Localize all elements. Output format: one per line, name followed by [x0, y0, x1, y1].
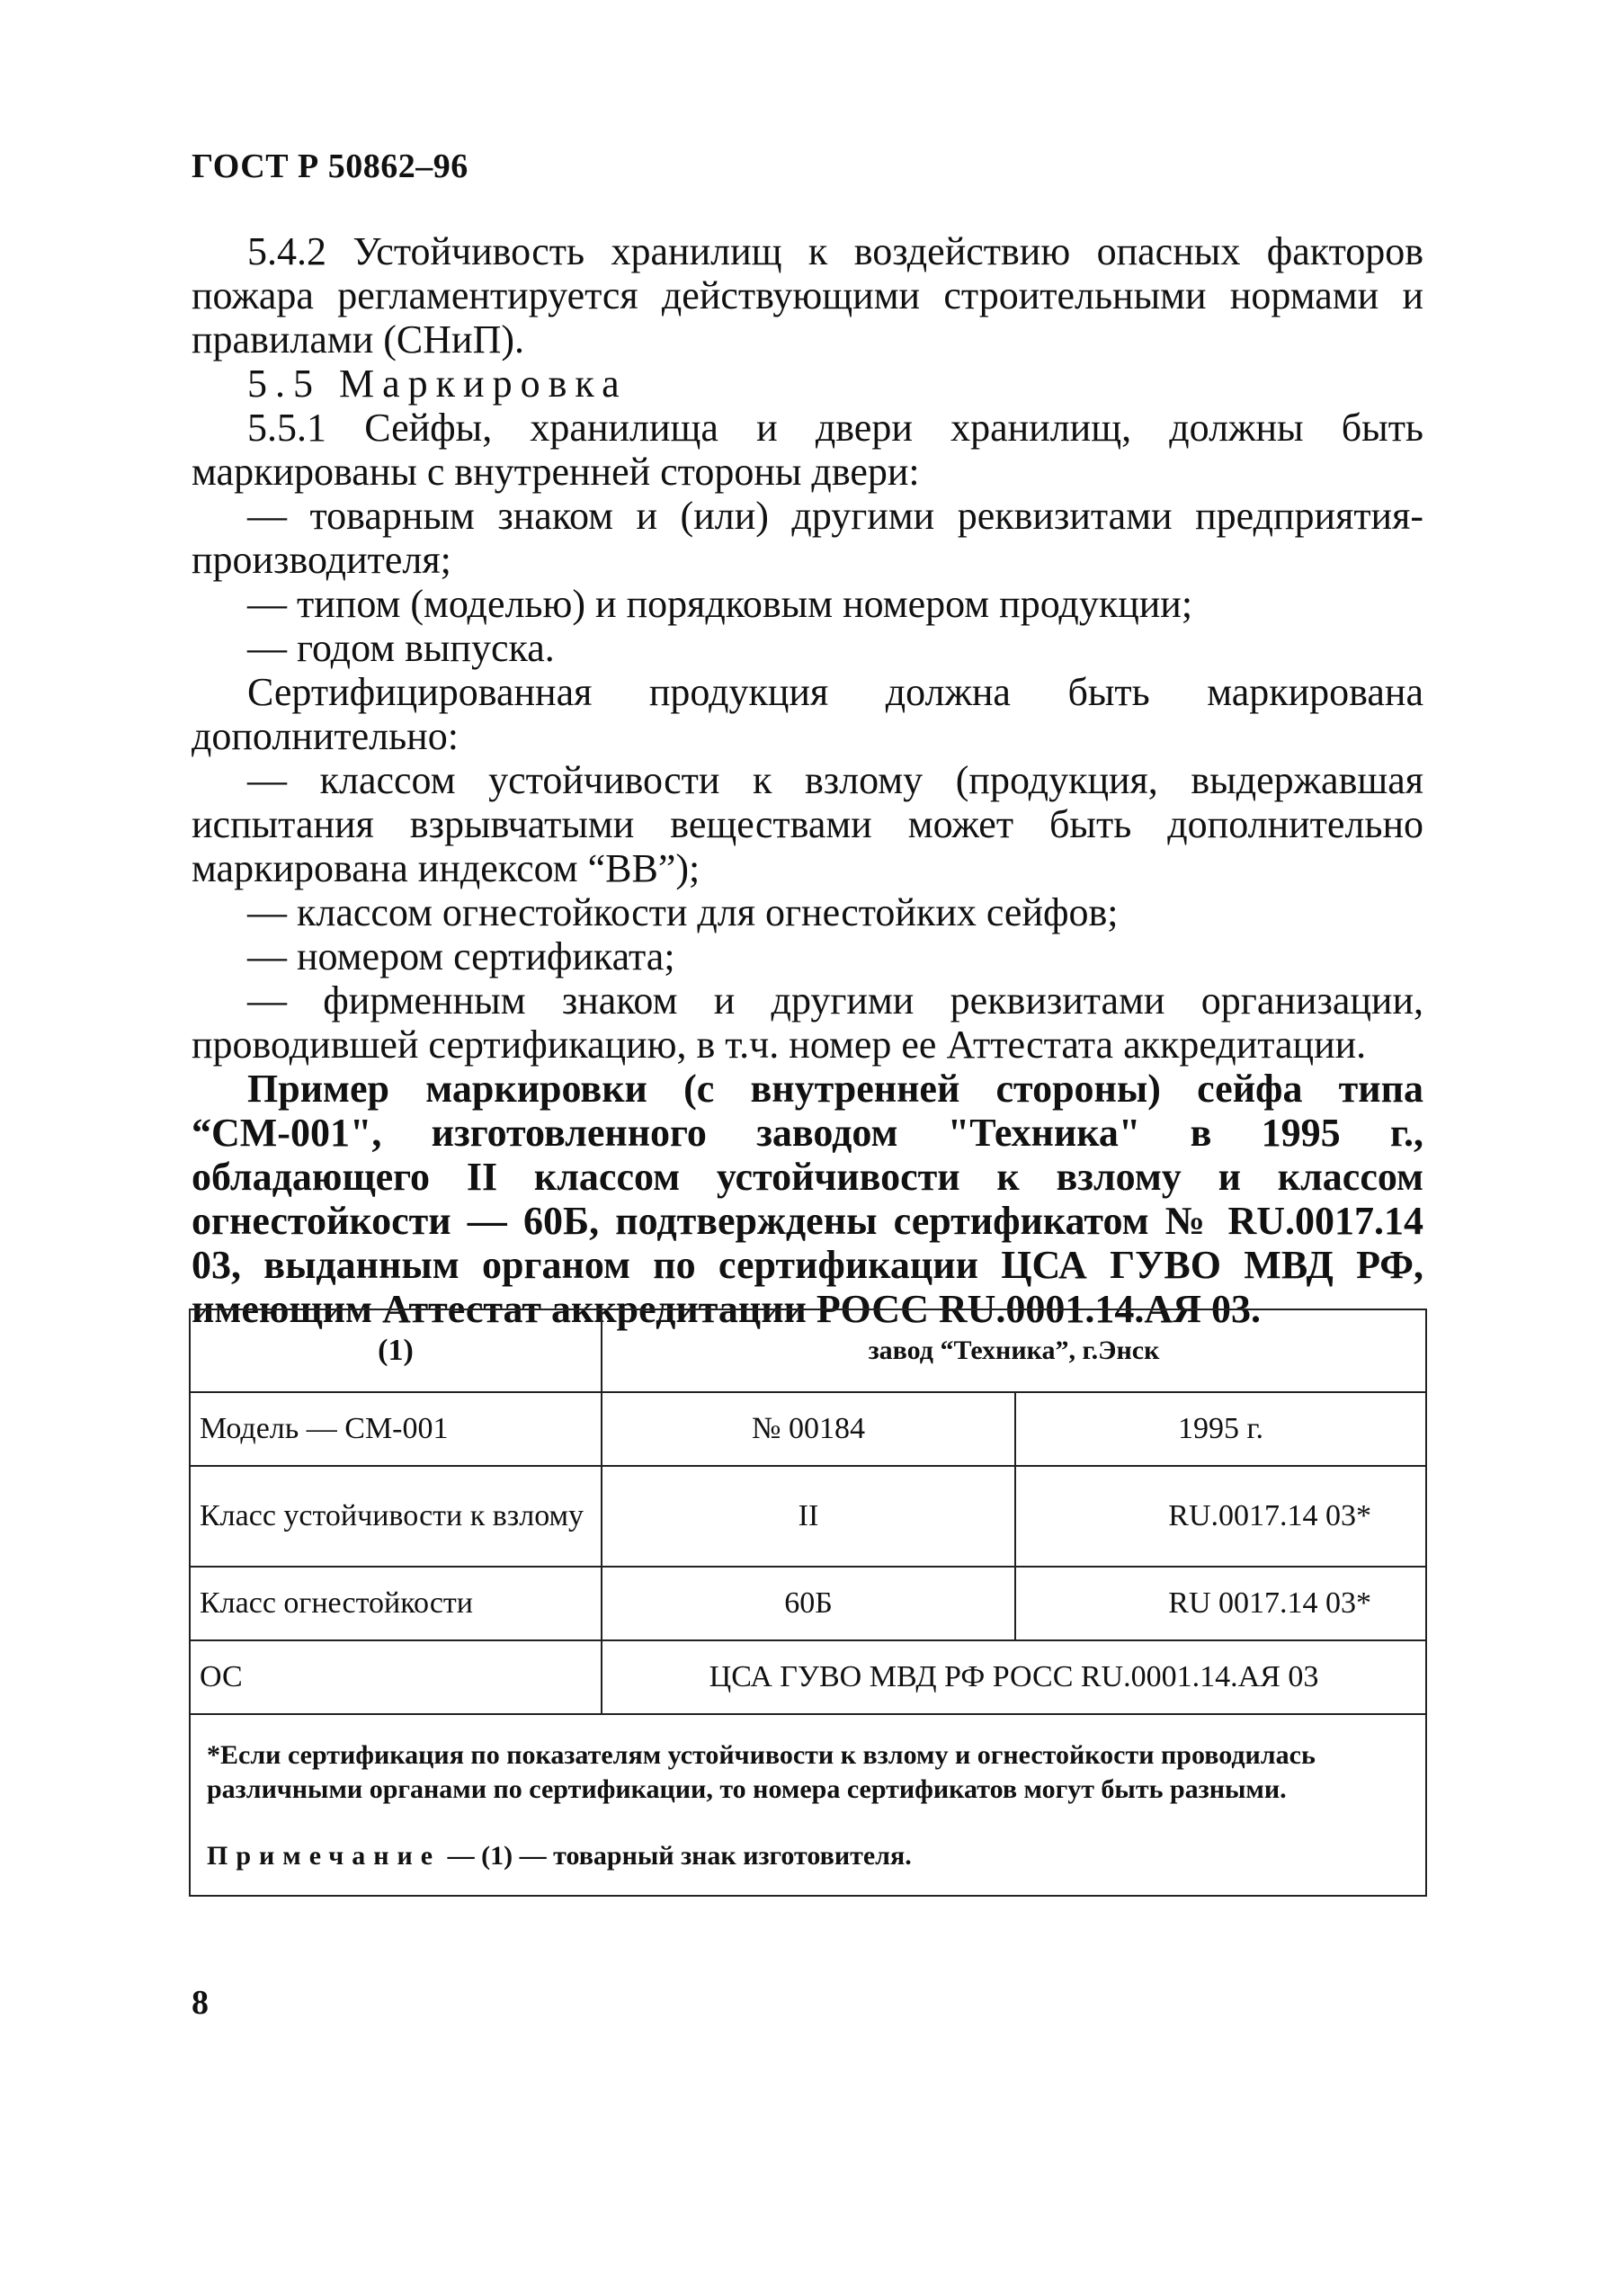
marking-table	[189, 1309, 1427, 1897]
list-item: — товарным знаком и (или) другими реквизитами предприятия-производителя;	[192, 494, 1423, 582]
note-label: Примечание	[207, 1841, 442, 1871]
table-row	[190, 1309, 1426, 1392]
burglary-class-value: II	[602, 1466, 1015, 1567]
burglary-class-label: Класс устойчивости к взлому	[190, 1466, 602, 1567]
table-row	[190, 1640, 1426, 1714]
os-value: ЦСА ГУВО МВД РФ РОСС RU.0001.14.АЯ 03	[602, 1640, 1426, 1714]
model-label: Модель — СМ-001	[190, 1392, 602, 1466]
serial-number: № 00184	[602, 1392, 1015, 1466]
table-row	[190, 1567, 1426, 1640]
burglary-certificate: RU.0017.14 03*	[1015, 1466, 1426, 1567]
footnote-text: *Если сертификация по показателям устойчивости к взлому и огнестойкости проводилась различными органами по сертификации, то номера сертификатов могут быть разными.	[207, 1740, 1316, 1804]
factory-cell: завод “Техника”, г.Энск	[602, 1309, 1426, 1392]
body-text	[192, 229, 1423, 1331]
trademark-cell: (1)	[190, 1309, 602, 1392]
table-row	[190, 1714, 1426, 1896]
table-row	[190, 1392, 1426, 1466]
note-line	[207, 1839, 1411, 1873]
paragraph-example: Пример маркировки (с внутренней стороны) сейфа типа “СМ-001", изготовленного заводом "Техника" в 1995 г., обладающего II классом устойчивости к взлому и классом огнестойкости — 60Б, подтверждены сертификатом № RU.0017.14 03, выданным органом по сертификации ЦСА ГУВО МВД РФ, имеющим Аттестат аккредитации РОСС RU.0001.14.АЯ 03.	[192, 1067, 1423, 1331]
table-row	[190, 1466, 1426, 1567]
list-item: — классом устойчивости к взлому (продукция, выдержавшая испытания взрывчатыми веществами может быть дополнительно маркирована индексом “ВВ”);	[192, 758, 1423, 890]
os-label: ОС	[190, 1640, 602, 1714]
paragraph-certified: Сертифицированная продукция должна быть маркирована дополнительно:	[192, 670, 1423, 758]
list-item: — годом выпуска.	[247, 626, 555, 670]
fire-class-value: 60Б	[602, 1567, 1015, 1640]
fire-certificate: RU 0017.14 03*	[1015, 1567, 1426, 1640]
page-number: 8	[192, 1984, 209, 2022]
paragraph-5-5-1: 5.5.1 Сейфы, хранилища и двери хранилищ, должны быть маркированы с внутренней стороны двери:	[192, 406, 1423, 494]
fire-class-label: Класс огнестойкости	[190, 1567, 602, 1640]
paragraph-5-4-2: 5.4.2 Устойчивость хранилищ к воздействию опасных факторов пожара регламентируется действующими строительными нормами и правилами (СНиП).	[192, 229, 1423, 362]
footnote-cell	[190, 1714, 1426, 1896]
list-item: — номером сертификата;	[247, 934, 675, 978]
document-code: ГОСТ Р 50862–96	[192, 147, 468, 185]
release-year: 1995 г.	[1015, 1392, 1426, 1466]
section-heading-5-5: 5.5 Маркировка	[247, 362, 628, 406]
list-item: — типом (моделью) и порядковым номером продукции;	[247, 582, 1193, 626]
note-text: — (1) — товарный знак изготовителя.	[441, 1841, 912, 1871]
list-item: — классом огнестойкости для огнестойких сейфов;	[247, 890, 1119, 934]
list-item: — фирменным знаком и другими реквизитами организации, проводившей сертификацию, в т.ч. номер ее Аттестата аккредитации.	[192, 978, 1423, 1067]
